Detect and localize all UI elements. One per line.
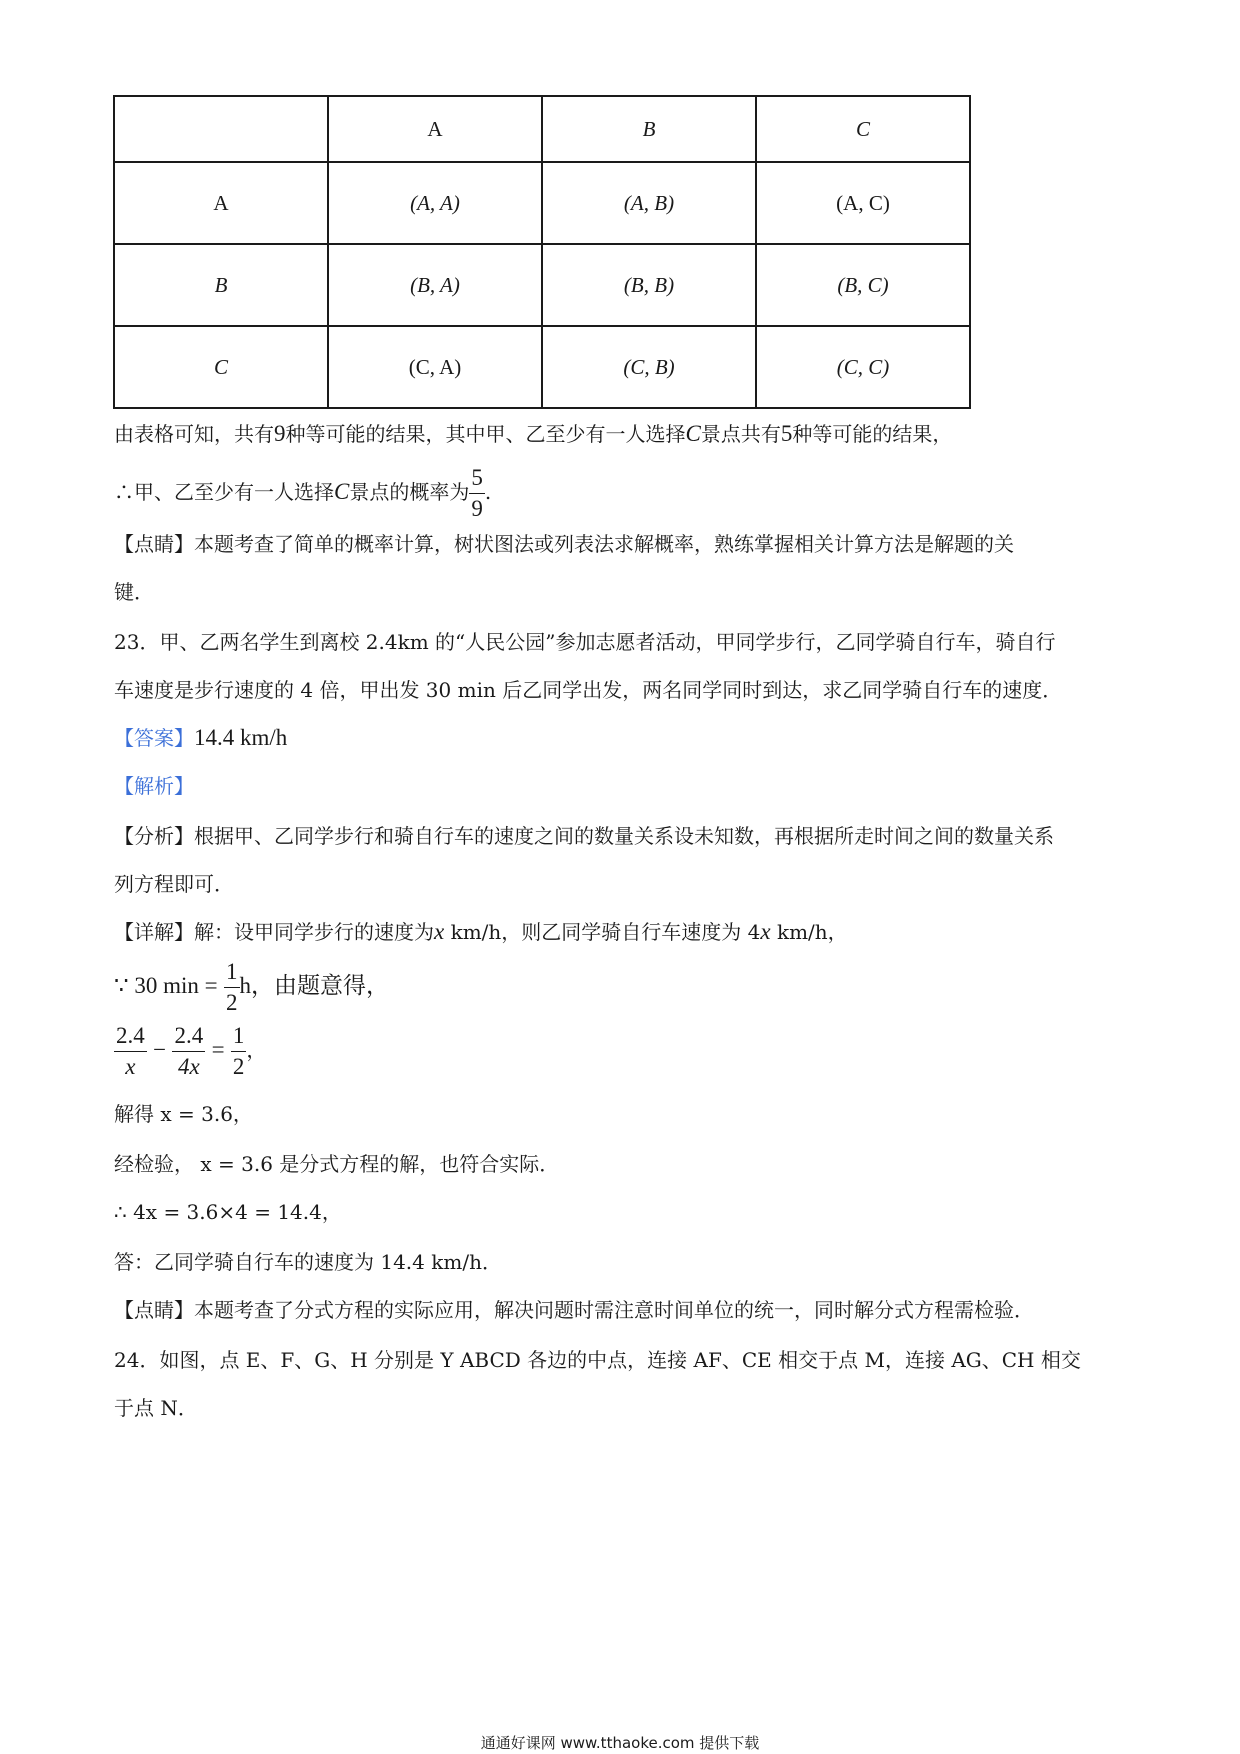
fraction-numerator: 1 [231, 1021, 247, 1052]
table-cell: (B, C) [756, 244, 970, 326]
text-line: 【点睛】本题考查了分式方程的实际应用，解决问题时需注意时间单位的统一，同时解分式方程需检验． [114, 1298, 1034, 1322]
table-row [114, 326, 970, 408]
page-footer: 通通好课网 www.tthaoke.com 提供下载 [480, 1734, 760, 1752]
equation-line [114, 1020, 266, 1082]
question-24-line-2: 于点 N． [114, 1396, 198, 1420]
text-line [114, 462, 491, 524]
answer-label: 【答案】 [114, 726, 194, 750]
analysis-label: 【解析】 [114, 774, 194, 798]
math-number: 9 [274, 421, 286, 446]
table-cell: (B, A) [328, 244, 542, 326]
text-line: 经检验， x = 3.6 是分式方程的解，也符合实际． [114, 1152, 560, 1176]
text-line: 列方程即可． [114, 872, 234, 896]
table-row [114, 244, 970, 326]
table-cell: (C, A) [328, 326, 542, 408]
text-line [114, 956, 389, 1018]
text-span: km/h， [770, 920, 848, 944]
fraction-numerator: 1 [224, 957, 240, 988]
math-variable: x [434, 919, 445, 944]
fraction-numerator: 2.4 [172, 1021, 205, 1052]
text-line [114, 420, 952, 448]
fraction-denominator: 2 [232, 1054, 245, 1079]
table-cell: B [114, 244, 328, 326]
text-line: 【点睛】本题考查了简单的概率计算，树状图法或列表法求解概率，熟练掌握相关计算方法是解题的关 [114, 532, 1014, 556]
table-row [114, 162, 970, 244]
text-span: 种等可能的结果， [792, 422, 953, 446]
table-cell: A [114, 162, 328, 244]
fraction-numerator: 2.4 [114, 1021, 147, 1052]
final-answer-line: 答：乙同学骑自行车的速度为 14.4 km/h． [114, 1250, 502, 1274]
outcome-table [113, 95, 971, 409]
text-span: 景点的概率为 [349, 480, 470, 504]
table-header-row [114, 96, 970, 162]
text-span: 由表格可知，共有 [114, 422, 274, 446]
text-span: km/h，则乙同学骑自行车速度为 4 [444, 920, 761, 944]
text-span: ∴甲、乙至少有一人选择 [114, 480, 334, 504]
fraction [224, 957, 240, 1018]
table-cell: C [114, 326, 328, 408]
text-line: 【分析】根据甲、乙同学步行和骑自行车的速度之间的数量关系设未知数，再根据所走时间之间的数量关系 [114, 824, 1054, 848]
fraction-numerator: 5 [469, 463, 485, 494]
question-23-line-1: 23．甲、乙两名学生到离校 2.4km 的“人民公园”参加志愿者活动，甲同学步行，乙同学骑自行车，骑自行 [114, 630, 1056, 654]
table-cell: C [756, 96, 970, 162]
math-expression: ∵ 30 min = [114, 973, 218, 998]
math-number: 5 [780, 421, 793, 446]
math-operator: = [211, 1037, 225, 1062]
fraction-denominator: x [125, 1054, 136, 1079]
text-line: 键． [114, 580, 154, 604]
table-cell: (C, B) [542, 326, 756, 408]
table-cell: (A, A) [328, 162, 542, 244]
fraction-denominator: 2 [226, 990, 238, 1015]
text-span: 【详解】解：设甲同学步行的速度为 [114, 920, 434, 944]
fraction-denominator: 4x [177, 1054, 200, 1079]
question-24-line-1: 24．如图，点 E、F、G、H 分别是 Y ABCD 各边的中点，连接 AF、CE 相交于点 M，连接 AG、CH 相交 [114, 1348, 1081, 1372]
table-cell: (A, B) [542, 162, 756, 244]
answer-line [114, 724, 287, 752]
table-cell: (A, C) [756, 162, 970, 244]
text-line: ∴ 4x = 3.6×4 = 14.4， [114, 1200, 342, 1224]
math-operator: − [153, 1037, 167, 1062]
fraction [231, 1021, 247, 1082]
answer-value: 14.4 km/h [194, 725, 288, 750]
table-cell: (B, B) [542, 244, 756, 326]
text-span: 景点共有 [700, 422, 781, 446]
fraction [469, 463, 485, 524]
text-span: . [484, 480, 492, 504]
math-variable: x [760, 919, 771, 944]
question-23-line-2: 车速度是步行速度的 4 倍，甲出发 30 min 后乙同学出发，两名同学同时到达，求乙同学骑自行车的速度． [114, 678, 1063, 702]
text-span: ， [246, 1038, 267, 1062]
fraction [172, 1021, 205, 1082]
table-cell: B [542, 96, 756, 162]
fraction-denominator: 9 [471, 496, 483, 521]
table-cell: A [328, 96, 542, 162]
table-cell: (C, C) [756, 326, 970, 408]
text-span: 种等可能的结果，其中甲、乙至少有一人选择 [285, 422, 686, 446]
fraction [114, 1021, 147, 1082]
text-line: 解得 x = 3.6， [114, 1102, 253, 1126]
math-variable: C [685, 421, 701, 446]
table-cell [114, 96, 328, 162]
math-variable: C [334, 479, 350, 504]
text-span: h，由题意得， [239, 973, 389, 998]
text-line [114, 918, 848, 946]
